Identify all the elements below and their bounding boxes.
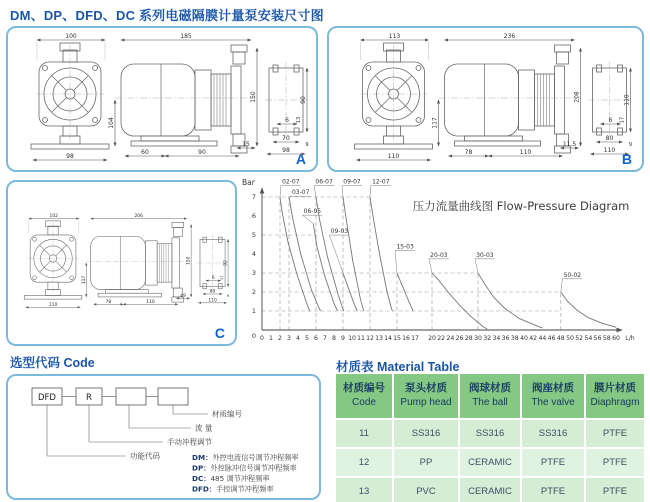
curve-label: 12-07 <box>372 178 390 186</box>
dim-label: 17 <box>619 116 626 124</box>
x-tick-label: 8 <box>332 335 336 342</box>
table-cell: PTFE <box>586 449 644 476</box>
x-tick-label: 52 <box>575 335 584 342</box>
dim-label: 102 <box>49 214 59 220</box>
dim-label: 208 <box>573 91 581 103</box>
x-tick-label: 54 <box>584 335 593 342</box>
dim-label: 110 <box>519 149 532 156</box>
curve-label: 02-07 <box>282 178 300 186</box>
dim-label: 117 <box>431 117 439 129</box>
mount-slot <box>218 237 222 242</box>
x-tick-label: 36 <box>501 335 510 342</box>
label-leader <box>314 186 316 197</box>
pump-views <box>31 33 309 160</box>
pump-views <box>24 213 230 308</box>
bolt <box>416 66 421 71</box>
mount-slot <box>273 65 278 72</box>
discharge-fitting <box>233 52 245 64</box>
x-tick-label: 22 <box>437 335 446 342</box>
table-cell: SS316 <box>522 420 584 447</box>
dim-label: 110 <box>146 299 155 305</box>
legend-line: DC：485 调节冲程频率 <box>192 474 270 483</box>
dim-label: 150 <box>250 91 257 103</box>
material-table <box>336 374 644 502</box>
foot-plate <box>98 293 162 297</box>
curve-12-07 <box>370 197 393 311</box>
dim-label: 78 <box>105 299 112 305</box>
x-tick-label: 10 <box>348 335 356 342</box>
dim-label: 13 <box>296 116 302 124</box>
table-header-cell: 阀座材质 The valve <box>522 374 584 418</box>
y-tick-label: 5 <box>251 231 256 239</box>
dim-label: 98 <box>282 147 290 154</box>
foot-plate <box>24 295 82 299</box>
foot-plate <box>355 144 433 149</box>
curve-label: 15-03 <box>396 243 414 251</box>
dim-label: 90 <box>198 149 206 156</box>
dim-label: 185 <box>180 33 192 40</box>
bolt <box>93 66 98 71</box>
dim-label: 9 <box>305 142 309 148</box>
x-tick-label: 46 <box>547 335 556 342</box>
label-leader <box>302 215 313 223</box>
dim-label: 11.5 <box>562 141 577 148</box>
pump-drawing-b <box>329 28 638 164</box>
mount-slot <box>294 65 299 72</box>
x-tick-label: 58 <box>602 335 611 342</box>
head-flange <box>231 66 241 134</box>
dim-label: 6 <box>608 117 613 124</box>
y-tick-label: 2 <box>251 288 256 296</box>
table-cell: SS316 <box>394 420 458 447</box>
foot-plate <box>31 144 109 149</box>
foot <box>105 290 148 294</box>
x-tick-label: 5 <box>305 335 309 342</box>
x-tick-label: 15 <box>393 335 401 342</box>
dim-label: 6 <box>285 117 289 124</box>
pump-side-body <box>445 64 519 136</box>
label-leader <box>342 186 343 197</box>
table-cell: CERAMIC <box>460 478 520 502</box>
head-flange <box>555 66 565 134</box>
dim-label: 9 <box>628 142 633 148</box>
body-step <box>519 70 535 130</box>
y-tick-label: 1 <box>251 307 256 315</box>
dim-label: 90 <box>300 96 307 104</box>
mount-slot <box>203 237 207 242</box>
x-tick-label: 24 <box>446 335 455 342</box>
drawing-panel-a <box>6 26 318 172</box>
dim-label: 70 <box>282 135 290 142</box>
material-table-heading: 材质表 Material Table <box>336 360 460 374</box>
code-diagram <box>32 388 299 494</box>
x-tick-label: 34 <box>492 335 501 342</box>
table-header-cell: 泵头材质 Pump head <box>394 374 458 418</box>
table-cell: PTFE <box>586 420 644 447</box>
page-title: DM、DP、DFD、DC 系列电磁隔膜计量泵安装尺寸图 <box>10 8 324 23</box>
y-axis-label: Bar <box>242 178 255 187</box>
mount-slot <box>597 128 602 135</box>
curve-label: 20-03 <box>430 251 448 259</box>
x-tick-label: 6 <box>314 335 318 342</box>
bolt <box>43 66 48 71</box>
bolt <box>93 118 98 123</box>
dim-label: 117 <box>81 275 87 285</box>
dim-label: 113 <box>388 33 401 40</box>
curve-50-02 <box>561 292 616 327</box>
label-leader <box>395 250 397 273</box>
table-cell: PTFE <box>586 478 644 502</box>
head-flange <box>172 238 179 288</box>
curve-label: 50-02 <box>563 271 582 279</box>
mount-slot <box>273 128 278 135</box>
x-tick-label: 60 <box>612 335 620 342</box>
dim-label: 104 <box>108 117 115 129</box>
mount-slot <box>618 128 623 135</box>
legend-line: DP：外控脉冲信号调节冲程频率 <box>192 463 297 473</box>
x-tick-label: 50 <box>566 335 574 342</box>
x-tick-label: 12 <box>366 335 374 342</box>
dim-label: 9 <box>226 293 230 298</box>
x-tick-label: 17 <box>411 335 419 342</box>
mount-slot <box>618 65 623 72</box>
table-header-cell: 阀球材质 The ball <box>460 374 520 418</box>
chart-group <box>242 178 635 342</box>
dim-label: 110 <box>208 298 217 304</box>
mount-slot <box>218 284 222 289</box>
flow-pressure-chart <box>238 172 650 356</box>
curve-20-03 <box>432 273 487 329</box>
dim-label: 110 <box>623 94 631 106</box>
x-tick-label: 56 <box>593 335 602 342</box>
curve-label: 09-03 <box>330 228 349 236</box>
dim-label: 17 <box>219 275 224 281</box>
bolt <box>366 66 371 71</box>
drawing-panel-b <box>327 26 644 172</box>
branch-label: 手动冲程调节 <box>167 437 212 447</box>
bolt <box>416 118 421 123</box>
x-tick-label: 42 <box>529 335 538 342</box>
dim-label: 110 <box>48 302 58 308</box>
code-box-3 <box>158 388 188 405</box>
code-box-label: DFD <box>38 393 56 403</box>
x-tick-label: 4 <box>296 335 300 342</box>
table-cell: 11 <box>336 420 392 447</box>
x-tick-label: 16 <box>402 335 410 342</box>
panel-letter-a: A <box>295 151 306 167</box>
mount-slot <box>597 65 602 72</box>
x-unit-label: L/h <box>625 335 635 342</box>
flow-pressure-chart-svg <box>238 172 650 356</box>
x-tick-label: 9 <box>341 335 345 342</box>
table-cell: PP <box>394 449 458 476</box>
x-tick-label: 11 <box>357 335 365 342</box>
x-tick-label: 1 <box>269 335 273 342</box>
x-tick-label: 48 <box>556 335 565 342</box>
fitting-cap <box>172 222 184 227</box>
table-cell: 12 <box>336 449 392 476</box>
label-leader <box>561 279 563 292</box>
panel-letter-c: C <box>214 325 225 341</box>
x-tick-label: 30 <box>474 335 482 342</box>
bolt <box>366 118 371 123</box>
label-leader <box>329 235 343 273</box>
bolt <box>33 237 37 241</box>
bolt <box>33 276 37 280</box>
x-tick-label: 26 <box>455 335 464 342</box>
body-step <box>145 241 157 285</box>
branch-label: 功能代码 <box>130 451 160 461</box>
chart-title: 压力流量曲线图 Flow-Pressure Diagram <box>412 199 630 213</box>
fitting-cap <box>231 45 247 52</box>
y-tick-label: 0 <box>251 332 256 340</box>
x-tick-label: 7 <box>323 335 327 342</box>
dim-label: 60 <box>141 149 149 156</box>
foot <box>141 136 199 141</box>
x-tick-label: 3 <box>287 335 291 342</box>
x-tick-label: 44 <box>538 335 547 342</box>
table-header-cell: 材质编号 Code <box>336 374 392 418</box>
legend-line: DM：外控电流信号调节冲程频率 <box>192 453 299 462</box>
table-cell: CERAMIC <box>460 449 520 476</box>
curve-06-05 <box>313 224 337 311</box>
pump-views <box>355 33 633 160</box>
x-tick-label: 13 <box>375 335 383 342</box>
x-tick-label: 38 <box>510 335 519 342</box>
table-cell: 13 <box>336 478 392 502</box>
table-cell: PVC <box>394 478 458 502</box>
curve-label: 30-03 <box>476 251 494 259</box>
y-tick-label: 6 <box>251 212 256 220</box>
x-tick-label: 0 <box>260 335 264 342</box>
branch-label: 流 量 <box>195 423 213 433</box>
y-tick-label: 3 <box>251 269 256 277</box>
table-cell: PTFE <box>522 449 584 476</box>
dim-label: 206 <box>134 214 143 220</box>
dim-label: 80 <box>605 135 614 142</box>
x-tick-label: 14 <box>384 335 392 342</box>
dim-label: 92 <box>223 260 229 266</box>
code-panel <box>6 374 321 500</box>
mount-slot <box>294 128 299 135</box>
pump-drawing-a <box>8 28 312 164</box>
curve-label: 06-07 <box>315 178 333 186</box>
legend-line: DFD：手控调节冲程频率 <box>192 484 274 494</box>
foot-plate <box>455 141 541 146</box>
pump-drawing-c <box>8 182 231 338</box>
x-tick-label: 28 <box>464 335 473 342</box>
foot <box>465 136 523 141</box>
table-cell: SS316 <box>460 420 520 447</box>
pump-side-body <box>121 64 195 136</box>
curve-label: 09-07 <box>343 178 361 186</box>
discharge-fitting <box>557 52 569 64</box>
dim-label: 100 <box>65 33 77 40</box>
x-tick-label: 2 <box>278 335 282 342</box>
mount-slot <box>203 284 207 289</box>
dim-label: 78 <box>464 149 473 156</box>
bolt <box>43 118 48 123</box>
x-tick-label: 20 <box>428 335 436 342</box>
dim-label: 80 <box>209 289 216 295</box>
x-tick-label: 32 <box>483 335 492 342</box>
dim-label: 150 <box>186 256 192 265</box>
x-tick-label: 40 <box>520 335 528 342</box>
label-leader <box>475 259 478 273</box>
drawing-panel-c <box>6 180 237 346</box>
code-diagram-svg <box>8 376 315 494</box>
label-leader <box>429 259 432 273</box>
y-tick-label: 4 <box>251 250 256 258</box>
body-step <box>195 70 211 130</box>
y-tick-label: 7 <box>251 193 256 201</box>
pump-side-body <box>91 236 146 289</box>
table-cell: PTFE <box>522 478 584 502</box>
label-leader <box>370 186 371 197</box>
dim-label: 236 <box>503 33 516 40</box>
bolt <box>70 237 74 241</box>
dim-label: 98 <box>66 153 74 160</box>
fitting-cap <box>555 45 571 52</box>
code-box-2 <box>116 388 146 405</box>
curve-label: 06-05 <box>303 208 322 216</box>
dim-label: 110 <box>603 147 616 154</box>
bolt <box>70 276 74 280</box>
curve-09-07 <box>343 197 364 311</box>
curve-30-03 <box>478 273 542 328</box>
code-section-heading: 选型代码 Code <box>10 356 95 370</box>
code-box-label: R <box>86 393 92 403</box>
dim-label: 49 <box>180 293 186 299</box>
dim-label: 6 <box>211 276 215 282</box>
dim-label: 110 <box>387 153 400 160</box>
branch-label: 材质编号 <box>212 409 242 419</box>
dim-label: 15 <box>242 141 250 148</box>
curve-label: 03-07 <box>291 189 310 197</box>
material-table-grid <box>336 374 644 502</box>
foot-plate <box>131 141 217 146</box>
discharge-fitting <box>173 228 182 237</box>
panel-letter-b: B <box>621 151 632 167</box>
table-header-cell: 膜片材质 Diaphragm <box>586 374 644 418</box>
label-leader <box>280 186 281 197</box>
